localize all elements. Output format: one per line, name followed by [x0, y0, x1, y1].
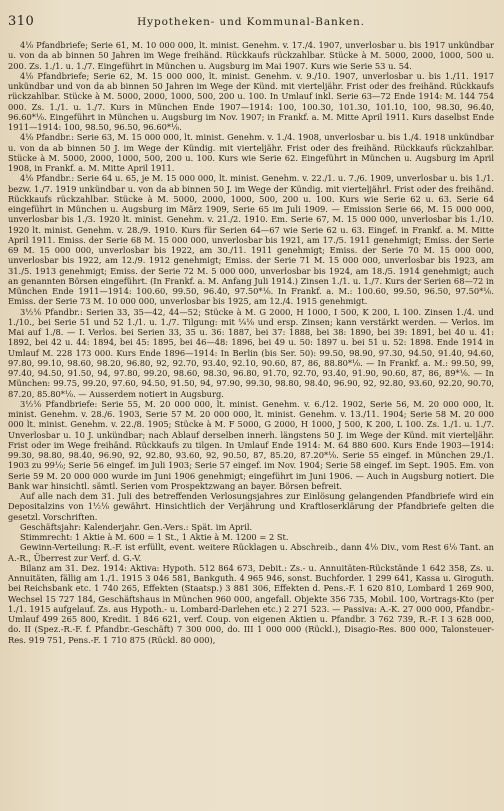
body-text [8, 40, 494, 645]
paragraph: 4⅟₀ Pfandbriefe; Serie 62, M. 15 000 000, lt. minist. Genehm. v. 9./10. 1907, unverlosbar u. bis 1./11. 1917 unkündbar und von da ab binnen 50 Jahren im Wege der Künd. mit vierteljähr. Frist oder des freihänd. Rückkaufs rückzahlbar. Stücke à M. 5000, 2000, 1000, 500, 200 u. 100. In Umlauf inkl. Serie 63—72 Ende 1914: M. 144 754 000. Zs. 1./1. u. 1./7. Kurs in München Ende 1907—1914: 100, 100.30, 101.30, 101.10, 100, 98.30, 96.40, 96.60*⅟₀. Eingeführt in München u. Augsburg im Nov. 1907; in Frankf. a. M. Mitte April 1911. Kurs daselbst Ende 1911—1914: 100, 98.50, 96.50, 96.60*⅟₀. [8, 70, 494, 132]
paragraph: 4⅟₀ Pfandbr.: Serie 63, M. 15 000 000, lt. minist. Genehm. v. 1./4. 1908, unverlosbar u. bis 1./4. 1918 unkündbar u. von da ab binnen 50 J. im Wege der Kündig. mit vierteljähr. Frist oder des freihänd. Rückkaufs rückzahlbar. Stücke à M. 5000, 2000, 1000, 500, 200 u. 100. Kurs wie Serie 62. Eingeführt in München u. Augsburg im April 1908, in Frankf. a. M. Mitte April 1911. [8, 132, 494, 173]
paragraph-bilanz: Bilanz am 31. Dez. 1914: Aktiva: Hypoth. 512 864 673, Debit.: Zs.- u. Annuitäten-Rückstände 1 642 358, Zs. u. Annuitäten, fällig am 1./1. 1915 3 046 581, Bankguth. 4 965 946, sonst. Buchforder. 1 299 641, Kassa u. Giroguth. bei Reichsbank etc. 1 740 265, Effekten (Staatsp.) 3 881 306, Effekten d. Pens.-F. 1 620 810, Lombard 1 269 900, Wechsel 15 727 184, Geschäftshaus in München 960 000, angefall. Objekte 356 735, Mobil. 100, Vortrags-Kto (per 1./1. 1915 aufgelauf. Zs. aus Hypoth.- u. Lombard-Darlehen etc.) 2 271 523. — Passiva: A.-K. 27 000 000, Pfandbr.-Umlauf 499 265 800, Kredit. 1 846 621, verf. Coup. von eigenen Aktien u. Pfandbr. 3 762 739, R.-F. I 3 628 000, do. II (Spez.-R.-F. f. Pfandbr.-Geschäft) 7 300 000, do. III 1 000 000 (Rückl.), Disagio-Res. 800 000, Talonsteuer-Res. 919 751, Pens.-F. 1 710 875 (Rückl. 80 000), [8, 562, 494, 645]
paragraph: 3½⅟₀ Pfandbriefe: Serie 55, M. 20 000 000, lt. minist. Genehm. v. 6./12. 1902, Serie 56, M. 20 000 000, lt. minist. Genehm. v. 28./6. 1903, Serie 57 M. 20 000 000, lt. minist. Genehm. v. 13./11. 1904; Serie 58 M. 20 000 000 lt. minist. Genehm. v. 22./8. 1905; Stücke à M. F 5000, G 2000, H 1000, J 500, K 200, L 100. Zs. 1./1. u. 1./7. Unverlosbar u. 10 J. unkündbar; nach Ablauf derselben innerh. längstens 50 J. im Wege der Künd. mit vierteljähr. Frist oder im Wege freihänd. Rückkaufs zu tilgen. In Umlauf Ende 1914: M. 64 880 600. Kurs Ende 1903—1914: 99.30, 98.80, 98.40, 96.90, 92, 92.80, 93.60, 92, 90.50, 87, 85.20, 87.20*⅟₀. Serie 55 eingef. in München 29./1. 1903 zu 99⅟₀; Serie 56 eingef. im Juli 1903; Serie 57 eingef. im Nov. 1904; Serie 58 eingef. im Sept. 1905. Em. von Serie 59 M. 20 000 000 wurde im Juni 1906 genehmigt; eingeführt im Juni 1906. — Auch in Augsburg notiert. Die Bank war hinsichtl. sämtl. Serien vom Prospektzwang an bayer. Börsen befreit. [8, 398, 494, 491]
paragraph-stimmrecht: Stimmrecht: 1 Aktie à M. 600 = 1 St., 1 Aktie à M. 1200 = 2 St. [20, 532, 289, 542]
paragraph: 4⅟₀ Pfandbriefe; Serie 61, M. 10 000 000, lt. minist. Genehm. v. 17./4. 1907, unverlosbar u. bis 1917 unkündbar u. von da ab binnen 50 Jahren im Wege freihänd. Rückkaufs rückzahlbar. Stücke à M. 5000, 2000, 1000, 500 u. 200. Zs. 1./1. u. 1./7. Eingeführt in München u. Augsburg im Mai 1907. Kurs wie Serie 53 u. 54. [8, 40, 494, 71]
paragraph: 4⅟₀ Pfandbr.: Serie 64 u. 65, je M. 15 000 000, lt. minist. Genehm. v. 22./1. u. 7./6. 1909, unverlosbar u. bis 1./1. bezw. 1./7. 1919 unkündbar u. von da ab binnen 50 J. im Wege der Kündig. mit vierteljährl. Frist oder des freihänd. Rückkaufs rückzahlbar. Stücke à M. 5000, 2000, 1000, 500, 200 u. 100. Kurs wie Serie 62 u. 63. Serie 64 eingeführt in München u. Augsburg im März 1909, Serie 65 im Juli 1909. — Emission Serie 66, M. 15 000 000, unverlosbar bis 1./3. 1920 lt. minist. Genehm. v. 21./2. 1910. Em. Serie 67, M. 15 000 000, unverlosbar bis 1./10. 1920 lt. minist. Genehm. v. 28./9. 1910. Kurs für Serien 64—67 wie Serie 62 u. 63. Eingef. in Frankf. a. M. Mitte April 1911. Emiss. der Serie 68 M. 15 000 000, unverlosbar bis 1921, am 17./5. 1911 genehmigt; Emiss. der Serie 69 M. 15 000 000, unverlosbar bis 1922, am 30./11. 1911 genehmigt; Emiss. der Serie 70 M. 15 000 000, unverlosbar bis 1922, am 12./9. 1912 genehmigt; Emiss. der Serie 71 M. 15 000 000, unverlosbar bis 1923, am 31./5. 1913 genehmigt; Emiss. der Serie 72 M. 5 000 000, unverlosbar bis 1924, am 18./5. 1914 genehmigt; auch an genannten Börsen eingeführt. (In Frankf. a. M. Anfang Juli 1914.) Zinsen 1./1. u. 1./7. Kurs der Serien 68—72 in München Ende 1911—1914: 100.60, 99.50, 96.40, 97.50*⅟₀. In Frankf. a. M.: 100.60, 99.50, 96.50, 97.50*⅟₀. Emiss. der Serie 73 M. 10 000 000, unverlosbar bis 1925, am 12./4. 1915 genehmigt. [8, 173, 494, 307]
paragraph: 3½⅟₀ Pfandbr.: Serien 33, 35—42, 44—52; Stücke à M. G 2000, H 1000, I 500, K 200, L 100. Zinsen 1./4. und 1./10., bei Serie 51 und 52 1./1. u. 1./7. Tilgung: mit ¼⅟₀ und ersp. Zinsen; kann verstärkt werden. — Verlos. im Mai auf 1./8. — I. Verlos. bei Serien 33, 35 u. 36: 1887, bei 37: 1888, bei 38: 1890, bei 39: 1891, bei 40 u. 41: 1892, bei 42 u. 44: 1894, bei 45: 1895, bei 46—48: 1896, bei 49 u. 50: 1897 u. bei 51 u. 52: 1898. Ende 1914 in Umlauf M. 228 173 000. Kurs Ende 1896—1914: In Berlin (bis Ser. 50): 99.50, 98.90, 97.30, 94.50, 91.40, 94.60, 97.80, 99.10, 98.60, 98.20, 96.80, 92, 92.70, 93.40, 92.10, 90.60, 87, 86, 88.80*⅟₀. — In Frankf. a. M.: 99.50, 99, 97.40, 94.50, 91.50, 94, 97.80, 99.20, 98.60, 98.30, 96.80, 91.70, 92.70, 93.40, 91.90, 90.60, 87, 86, 89*⅟₀. — In München: 99.75, 99.20, 97.60, 94.50, 91.50, 94, 97.90, 99.30, 98.80, 98.40, 96.90, 92, 92.80, 93.60, 92.20, 90.70, 87.20, 85.80*⅟₀. — Ausserdem notiert in Augsburg. [8, 306, 494, 399]
paragraph-geschaeftsjahr: Geschäftsjahr: Kalenderjahr. Gen.-Vers.: Spät. im April. [20, 521, 253, 532]
running-head: Hypotheken- und Kommunal-Banken. [137, 16, 365, 28]
page-number: 310 [8, 14, 35, 29]
paragraph-gewinn-verteilung: Gewinn-Verteilung: R.-F. ist erfüllt, event. weitere Rücklagen u. Abschreib., dann 4⅟₀ Div., vom Rest 6⅟₀ Tant. an A.-R., Überrest zur Verf. d. G.-V. [8, 542, 494, 563]
paragraph: Auf alle nach dem 31. Juli des betreffenden Verlosungsjahres zur Einlösung gelangenden Pfandbriefe wird ein Depositalzins von 1½⅟₀ gewährt. Hinsichtlich der Verjährung und Kraftloserklärung der Pfandbriefe gelten die gesetzl. Vorschriften. [8, 491, 494, 522]
page-header [8, 14, 494, 34]
